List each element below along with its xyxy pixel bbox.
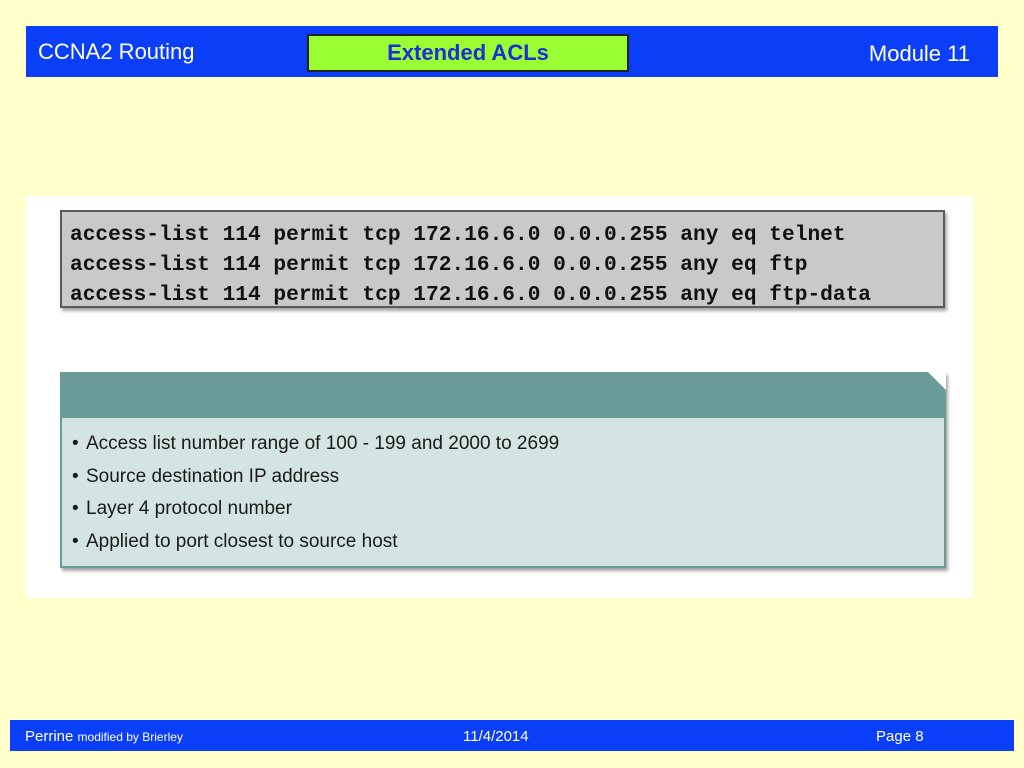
bullet-icon: • — [72, 433, 79, 454]
slide-title: Extended ACLs — [387, 40, 549, 65]
module-label: Module 11 — [868, 41, 970, 66]
footer-date: 11/4/2014 — [463, 728, 529, 745]
list-item-text: Layer 4 protocol number — [86, 498, 292, 519]
code-line: access-list 114 permit tcp 172.16.6.0 0.0.0.255 any eq ftp — [70, 253, 808, 277]
footer-author — [25, 728, 183, 745]
course-title: CCNA2 Routing — [38, 39, 195, 64]
info-box-body — [60, 418, 946, 568]
list-item-text: Applied to port closest to source host — [86, 530, 398, 552]
page-number: Page 8 — [876, 728, 924, 745]
author-name: Perrine — [25, 728, 74, 745]
bullet-icon: • — [72, 530, 79, 552]
code-block — [60, 210, 945, 308]
bullet-icon: • — [72, 498, 79, 519]
header-bar — [26, 26, 998, 77]
list-item-text: Source destination IP address — [86, 465, 340, 487]
list-item — [72, 461, 944, 494]
modifier-note: modified by Brierley — [77, 730, 183, 744]
slide-title-box — [307, 34, 629, 72]
info-box-header — [60, 372, 946, 418]
footer-bar — [10, 720, 1014, 751]
list-item-text: Access list number range of 100 - 199 and 2000 to 2699 — [86, 433, 560, 454]
bullet-icon: • — [72, 465, 79, 487]
code-line: access-list 114 permit tcp 172.16.6.0 0.0.0.255 any eq ftp-data — [70, 283, 872, 307]
list-item — [72, 526, 944, 559]
content-panel — [26, 196, 973, 598]
list-item — [72, 493, 944, 526]
list-item — [72, 428, 944, 461]
info-box — [60, 372, 946, 568]
code-line: access-list 114 permit tcp 172.16.6.0 0.0.0.255 any eq telnet — [70, 223, 846, 247]
